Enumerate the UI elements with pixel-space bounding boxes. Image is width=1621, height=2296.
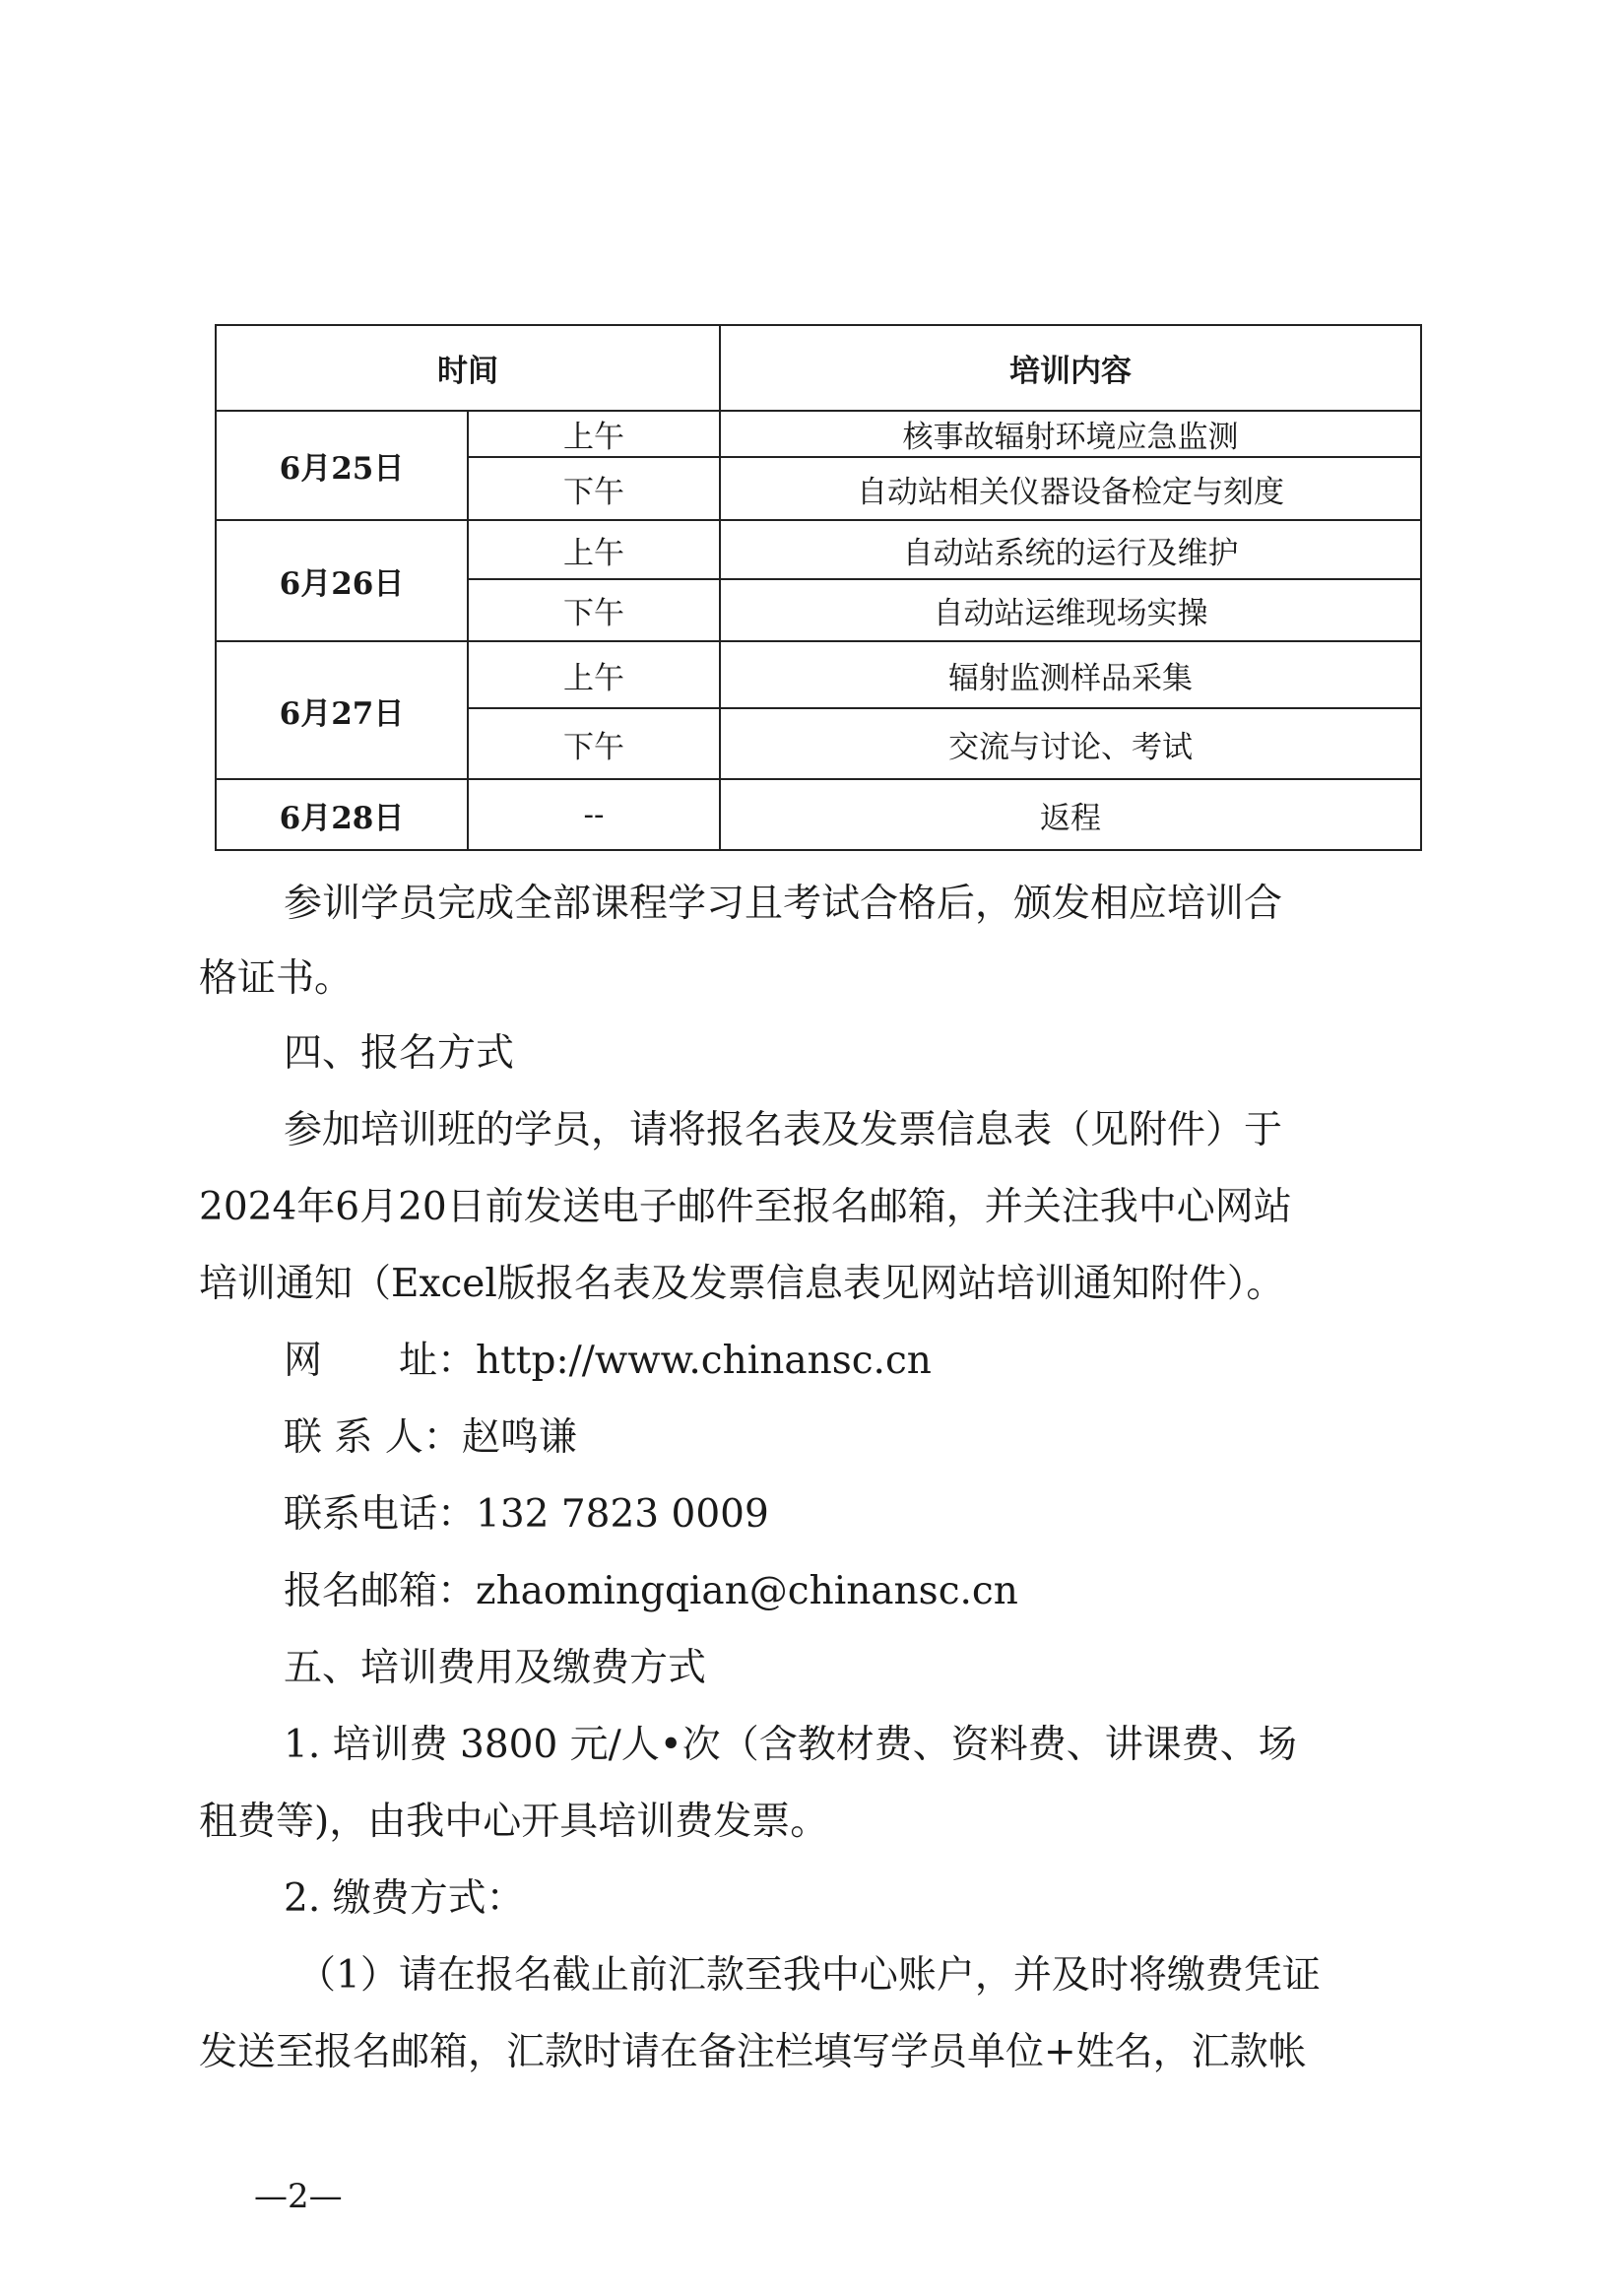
phone-label: 联系电话：: [284, 1492, 477, 1537]
page-number: —2—: [254, 2177, 343, 2216]
contact-line: [284, 1415, 577, 1460]
paragraph-line: 租费等)，由我中心开具培训费发票。: [199, 1800, 829, 1844]
date-cell: 6月27日: [216, 641, 468, 779]
email-line: [284, 1569, 1018, 1613]
paragraph-line: 参训学员完成全部课程学习且考试合格后，颁发相应培训合: [284, 882, 1283, 926]
paragraph-line: 参加培训班的学员，请将报名表及发票信息表（见附件）于: [284, 1108, 1283, 1152]
section-heading: 四、报名方式: [284, 1031, 515, 1076]
date-cell: 6月25日: [216, 411, 468, 520]
section-heading: 五、培训费用及缴费方式: [284, 1646, 707, 1690]
header-time: 时间: [216, 325, 720, 411]
period-cell: 上午: [468, 520, 720, 579]
date-cell: 6月26日: [216, 520, 468, 641]
content-cell: 交流与讨论、考试: [720, 708, 1421, 779]
period-cell: 下午: [468, 708, 720, 779]
content-cell: 自动站系统的运行及维护: [720, 520, 1421, 579]
phone-number: 132 7823 0009: [476, 1492, 769, 1537]
content-cell: 自动站相关仪器设备检定与刻度: [720, 457, 1421, 520]
phone-line: [284, 1492, 769, 1537]
content-cell: 辐射监测样品采集: [720, 641, 1421, 708]
period-cell: 下午: [468, 457, 720, 520]
paragraph-line: 2024年6月20日前发送电子邮件至报名邮箱，并关注我中心网站: [199, 1185, 1292, 1229]
period-cell: 下午: [468, 579, 720, 641]
paragraph-line: 培训通知（Excel版报名表及发票信息表见网站培训通知附件）。: [199, 1262, 1285, 1306]
email-address[interactable]: zhaomingqian@chinansc.cn: [476, 1569, 1018, 1613]
period-cell: --: [468, 779, 720, 850]
contact-label: 联 系 人：: [284, 1415, 462, 1460]
period-cell: 上午: [468, 641, 720, 708]
content-cell: 返程: [720, 779, 1421, 850]
header-content: 培训内容: [720, 325, 1421, 411]
website-line: [284, 1339, 932, 1383]
website-label: 网 址：: [284, 1339, 477, 1383]
email-label: 报名邮箱：: [284, 1569, 477, 1613]
date-cell: 6月28日: [216, 779, 468, 850]
content-cell: 核事故辐射环境应急监测: [720, 411, 1421, 457]
period-cell: 上午: [468, 411, 720, 457]
paragraph-line: 发送至报名邮箱，汇款时请在备注栏填写学员单位+姓名，汇款帐: [199, 2030, 1307, 2074]
contact-name: 赵鸣谦: [461, 1415, 577, 1460]
paragraph-line: 1. 培训费 3800 元/人•次（含教材费、资料费、讲课费、场: [284, 1723, 1297, 1767]
content-cell: 自动站运维现场实操: [720, 579, 1421, 641]
paragraph-line: （1）请在报名截止前汇款至我中心账户，并及时将缴费凭证: [297, 1953, 1321, 1998]
paragraph-line: 格证书。: [199, 956, 354, 1001]
website-link[interactable]: http://www.chinansc.cn: [476, 1339, 932, 1383]
paragraph-line: 2. 缴费方式：: [284, 1876, 525, 1921]
training-schedule-table: [215, 324, 1422, 851]
